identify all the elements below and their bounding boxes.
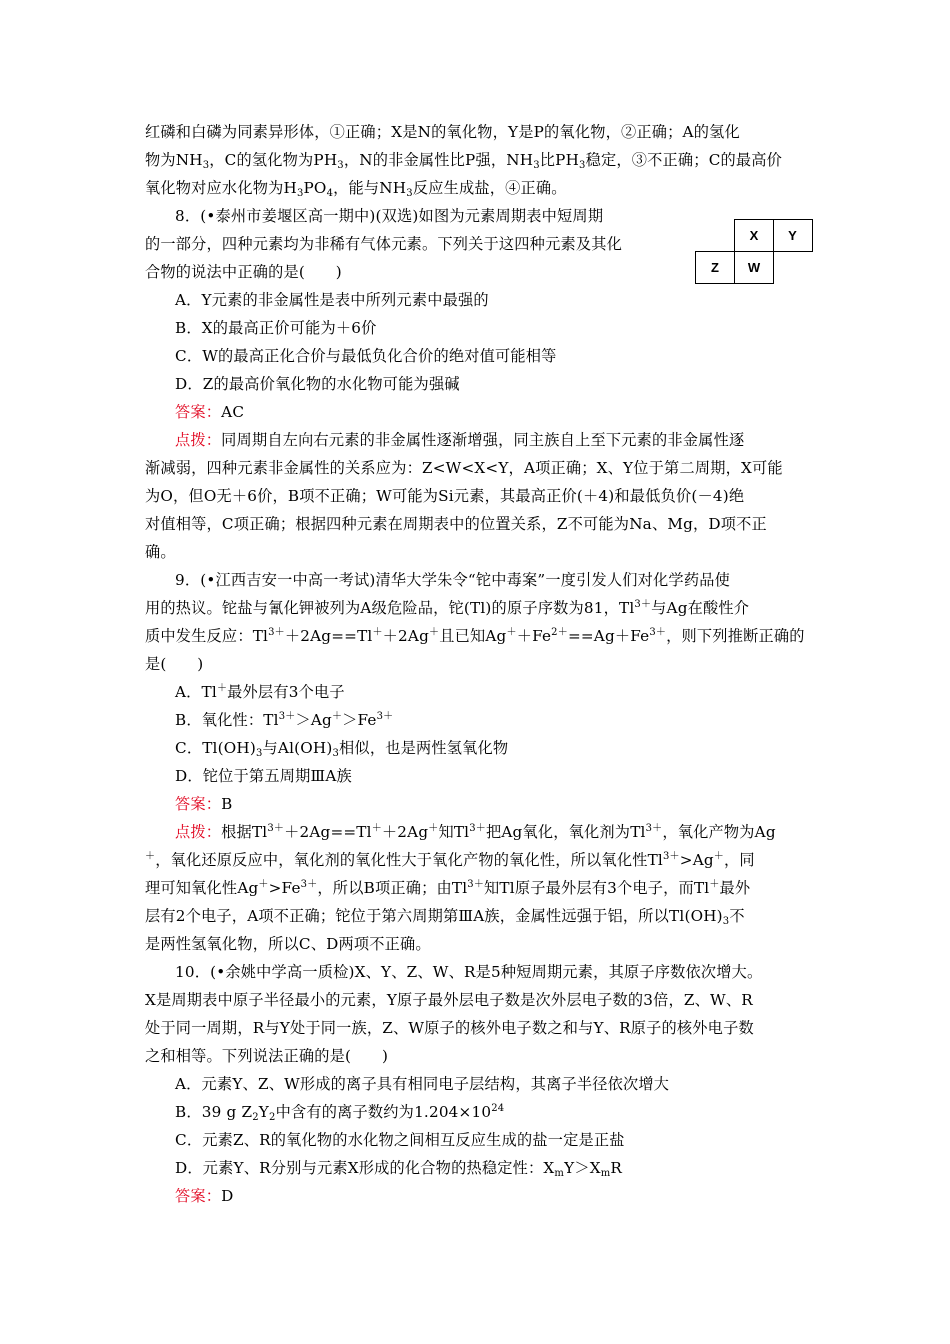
option-c: C．W的最高正化合价与最低负化合价的绝对值可能相等 (175, 347, 557, 365)
cell-w: W (734, 251, 774, 284)
text-line: ＋，氧化还原反应中，氧化剂的氧化性大于氧化产物的氧化性，所以氧化性$Tl^{3+}>Ag^+$，同 (145, 851, 755, 869)
option-a: A．Y元素的非金属性是表中所列元素中最强的 (175, 291, 489, 309)
question-9-title: 9．(•江西吉安一中高一考试)清华大学朱令“铊中毒案”一度引发人们对化学药品使 (175, 571, 730, 589)
answer-label: 答案： (175, 1187, 222, 1205)
option-c: C．$Tl(OH)_3$与$Al(OH)_3$相似，也是两性氢氧化物 (175, 739, 509, 759)
text-line: 用的热议。铊盐与氰化钾被列为A级危险品，铊(Tl)的原子序数为81，$Tl^{3+}$与Ag在酸性介 (145, 599, 750, 617)
option-b: B．X的最高正价可能为＋6价 (175, 319, 377, 337)
cell-y: Y (773, 219, 813, 252)
option-a: A．元素Y、Z、W形成的离子具有相同电子层结构，其离子半径依次增大 (175, 1075, 670, 1093)
tip-label: 点拨： (175, 823, 222, 841)
text-line: 之和相等。下列说法正确的是( ) (145, 1047, 389, 1065)
option-c: C．元素Z、R的氧化物的水化物之间相互反应生成的盐一定是正盐 (175, 1131, 625, 1149)
text-line: 理可知氧化性$Ag^+>Fe^{3+}$，所以B项正确；由$Tl^{3+}$知Tl原子最外层有3个电子，而Tl＋最外 (145, 879, 751, 897)
tip-line: 点拨：根据$Tl^{3+}+2Ag==Tl^++2Ag^+$知$Tl^{3+}$把Ag氧化，氧化剂为$Tl^{3+}$，氧化产物为Ag (175, 823, 776, 841)
text-line: 是( ) (145, 655, 204, 673)
tip-line: 点拨：同周期自左向右元素的非金属性逐渐增强，同主族自上至下元素的非金属性逐 (175, 431, 745, 449)
cell-z: Z (695, 251, 735, 284)
answer-line: 答案：AC (175, 403, 245, 421)
answer-label: 答案： (175, 403, 222, 421)
text-line: 层有2个电子，A项不正确；铊位于第六周期第ⅢA族，金属性远强于铝，所以$Tl(OH)_3$不 (145, 907, 745, 927)
option-d: D．Z的最高价氧化物的水化物可能为强碱 (175, 375, 460, 393)
text-line: 的一部分，四种元素均为非稀有气体元素。下列关于这四种元素及其化 (145, 235, 623, 253)
periodic-table-fragment (694, 219, 814, 285)
text-line: 为O，但O无＋6价，B项不正确；W可能为Si元素，其最高正价(＋4)和最低负价(－4)绝 (145, 487, 745, 505)
tip-label: 点拨： (175, 431, 222, 449)
cell-x: X (734, 219, 774, 252)
question-8-title: 8．(•泰州市姜堰区高一期中)(双选)如图为元素周期表中短周期 (175, 207, 604, 225)
answer-line: 答案：B (175, 795, 233, 813)
text-line: 是两性氢氧化物，所以C、D两项不正确。 (145, 935, 431, 953)
option-b: B．39 g $Z_2Y_2$中含有的离子数约为$1.204\times 10^{24}$ (175, 1103, 505, 1123)
answer-label: 答案： (175, 795, 222, 813)
answer-line: 答案：D (175, 1187, 234, 1205)
text-line: 物为$NH_3$，C的氢化物为$PH_3$，N的非金属性比P强，$NH_3$比$PH_3$稳定，③不正确；C的最高价 (145, 151, 783, 171)
text-line: 渐减弱，四种元素非金属性的关系应为：Z<W<X<Y，A项正确；X、Y位于第二周期，X可能 (145, 459, 783, 477)
text-line: 氧化物对应水化物为$H_3PO_4$，能与$NH_3$反应生成盐，④正确。 (145, 179, 567, 199)
text-line: 质中发生反应：$Tl^{3+}+2Ag==Tl^++2Ag^+$且已知$Ag^++Fe^{2+}==Ag+Fe^{3+}$，则下列推断正确的 (145, 627, 805, 645)
option-d: D．元素Y、R分别与元素X形成的化合物的热稳定性：$X_mY>X_mR$ (175, 1159, 623, 1179)
question-10-title: 10．(•余姚中学高一质检)X、Y、Z、W、R是5种短周期元素，其原子序数依次增大。 (175, 963, 763, 981)
text-line: 确。 (145, 543, 176, 561)
option-b: B．氧化性：$Tl^{3+}>Ag^+>Fe^{3+}$ (175, 711, 394, 729)
option-d: D．铊位于第五周期ⅢA族 (175, 767, 352, 785)
text-line: 对值相等，C项正确；根据四种元素在周期表中的位置关系，Z不可能为Na、Mg，D项不正 (145, 515, 767, 533)
text-line: 处于同一周期，R与Y处于同一族，Z、W原子的核外电子数之和与Y、R原子的核外电子数 (145, 1019, 754, 1037)
option-a: A．Tl＋最外层有3个电子 (175, 683, 345, 701)
text-line: 合物的说法中正确的是( ) (145, 263, 342, 281)
text-line: X是周期表中原子半径最小的元素，Y原子最外层电子数是次外层电子数的3倍，Z、W、R (145, 991, 753, 1009)
text-line: 红磷和白磷为同素异形体，①正确；X是N的氧化物，Y是P的氧化物，②正确；A的氢化 (145, 123, 740, 141)
